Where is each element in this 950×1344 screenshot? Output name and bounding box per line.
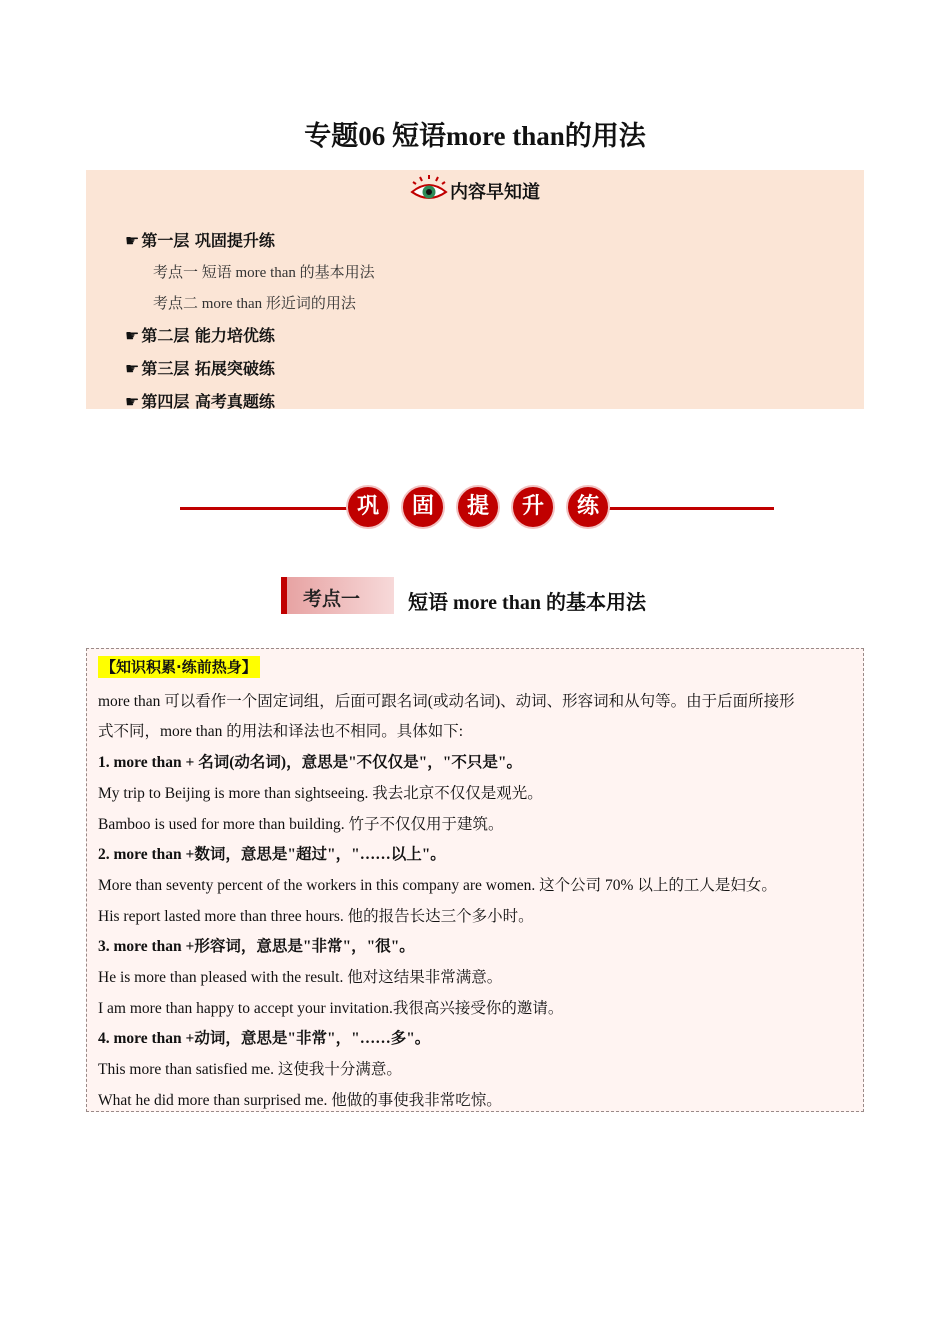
pointing-hand-icon: ☛ bbox=[125, 359, 140, 378]
rule-heading-2: 2. more than +数词，意思是"超过"，"……以上"。 bbox=[98, 846, 446, 863]
pointing-hand-icon: ☛ bbox=[125, 231, 140, 250]
knowledge-line: more than 可以看作一个固定词组，后面可跟名词(或动名词)、动词、形容词和从句等。由于后面所接形 bbox=[98, 693, 795, 710]
example-line: Bamboo is used for more than building. 竹子不仅仅用于建筑。 bbox=[98, 816, 504, 833]
banner-line-right bbox=[608, 507, 774, 510]
kaodian-title: 短语 more than 的基本用法 bbox=[408, 592, 646, 614]
example-line: My trip to Beijing is more than sightseeing. 我去北京不仅仅是观光。 bbox=[98, 785, 543, 802]
pointing-hand-icon: ☛ bbox=[125, 392, 140, 411]
rule-heading-1: 1. more than + 名词(动名词)，意思是"不仅仅是"，"不只是"。 bbox=[98, 754, 522, 771]
knowledge-tag: 【知识积累·练前热身】 bbox=[98, 656, 260, 678]
knowledge-line: 式不同，more than 的用法和译法也不相同。具体如下: bbox=[98, 723, 464, 740]
kaodian-tag-label: 考点一 bbox=[303, 588, 361, 610]
page-title: 专题06 短语more than的用法 bbox=[304, 121, 646, 151]
rule-heading-3: 3. more than +形容词，意思是"非常"，"很"。 bbox=[98, 938, 415, 955]
toc-level-1-label: 第一层 巩固提升练 bbox=[141, 231, 275, 250]
contents-header bbox=[0, 174, 950, 208]
toc-level-4-label: 第四层 高考真题练 bbox=[141, 392, 275, 411]
toc-level-2-label: 第二层 能力培优练 bbox=[141, 326, 275, 345]
banner-char-3: 提 bbox=[456, 485, 500, 529]
toc-level-1[interactable] bbox=[125, 228, 275, 251]
rule-heading-4: 4. more than +动词，意思是"非常"，"……多"。 bbox=[98, 1030, 431, 1047]
example-line: What he did more than surprised me. 他做的事使我非常吃惊。 bbox=[98, 1092, 502, 1109]
banner-char-4: 升 bbox=[511, 485, 555, 529]
banner-char-1: 巩 bbox=[346, 485, 390, 529]
section-banner bbox=[180, 483, 774, 533]
example-line: This more than satisfied me. 这使我十分满意。 bbox=[98, 1061, 402, 1078]
banner-char-5: 练 bbox=[566, 485, 610, 529]
banner-line-left bbox=[180, 507, 348, 510]
example-line: His report lasted more than three hours. 他的报告长达三个多小时。 bbox=[98, 908, 534, 925]
kaodian-tag bbox=[281, 577, 394, 614]
toc-sub-1[interactable]: 考点一 短语 more than 的基本用法 bbox=[153, 265, 375, 281]
toc-level-2[interactable] bbox=[125, 323, 275, 346]
banner-char-2: 固 bbox=[401, 485, 445, 529]
toc-level-3[interactable] bbox=[125, 356, 275, 379]
example-line: I am more than happy to accept your invitation.我很高兴接受你的邀请。 bbox=[98, 1000, 564, 1017]
toc-sub-2[interactable]: 考点二 more than 形近词的用法 bbox=[153, 296, 356, 312]
example-line: He is more than pleased with the result. 他对这结果非常满意。 bbox=[98, 969, 503, 986]
kaodian-tag-bar bbox=[281, 577, 287, 614]
pointing-hand-icon: ☛ bbox=[125, 326, 140, 345]
toc-level-3-label: 第三层 拓展突破练 bbox=[141, 359, 275, 378]
toc-level-4[interactable] bbox=[125, 389, 275, 412]
contents-header-label: 内容早知道 bbox=[450, 182, 540, 203]
example-line: More than seventy percent of the workers in this company are women. 这个公司 70% 以上的工人是妇女。 bbox=[98, 877, 777, 894]
eye-icon bbox=[410, 174, 448, 208]
